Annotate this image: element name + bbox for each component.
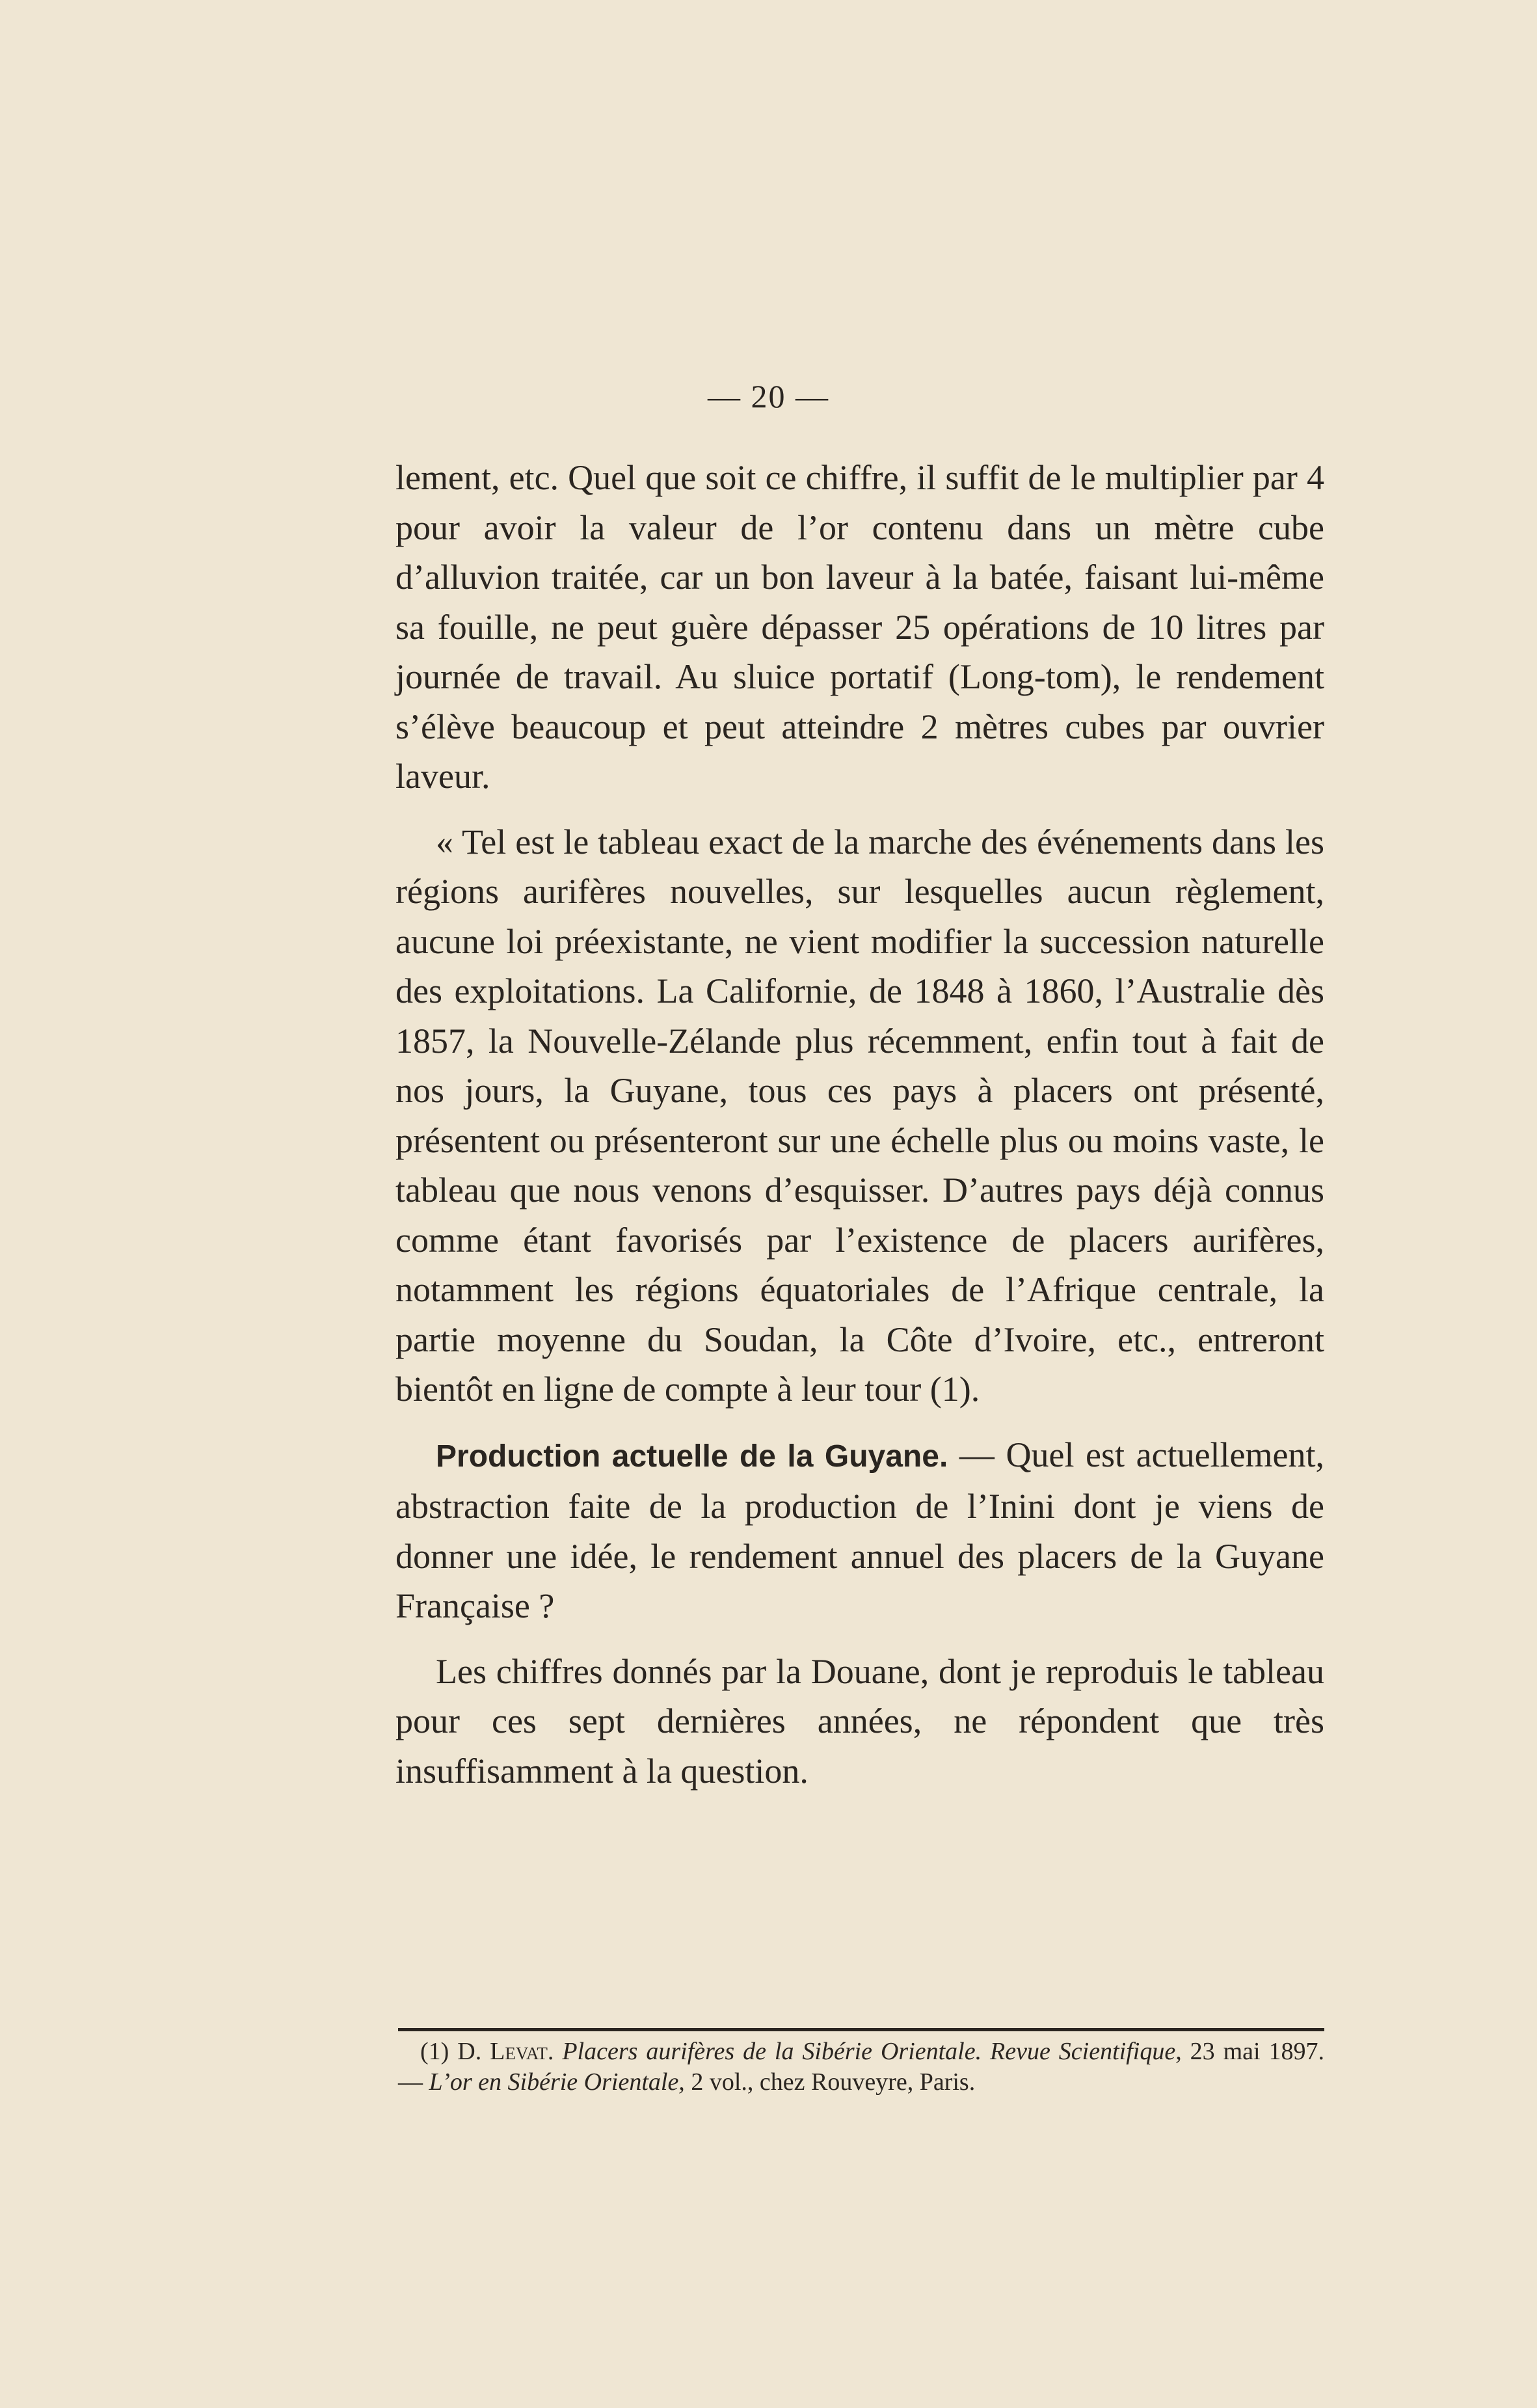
footnote-title-2: L’or en Sibérie Orientale, (429, 2068, 685, 2096)
footnote-sep: . (547, 2038, 563, 2065)
paragraph-4: Les chiffres donnés par la Douane, dont je reproduis le tableau pour ces sept dernières années, ne répondent que très insuffisamment à la question. (395, 1651, 1324, 1791)
paragraph-3-body: — Quel est actuellement, abstraction faite de la production de l’Inini dont je viens de donner une idée, le rendement annuel des placers de la Guyane Française ? (395, 1435, 1325, 1625)
paragraph-1: lement, etc. Quel que soit ce chiffre, il suffit de le multiplier par 4 pour avoir la valeur de l’or contenu dans un mètre cube d’alluvion traitée, car un bon laveur à la batée, faisant lui-même sa fouille, ne peut guère dépasser 25 opérations de 10 litres par journée de travail. Au sluice portatif (Long-tom), le rendement s’élève beaucoup et peut atteindre 2 mètres cubes par ouvrier laveur. (395, 458, 1324, 796)
footnote-rule (398, 2028, 1324, 2031)
footnote-author: Levat (490, 2038, 548, 2065)
footnote (398, 2036, 1324, 2098)
paragraph-2: « Tel est le tableau exact de la marche des événements dans les régions aurifères nouvelles, sur lesquelles aucun règlement, aucune loi préexistante, ne vient modifier la succession naturelle des exploitations. La Californie, de 1848 à 1860, l’Australie dès 1857, la Nouvelle-Zélande plus récemment, enfin tout à fait de nos jours, la Guyane, tous ces pays à placers ont présenté, présentent ou présenteront sur une échelle plus ou moins vaste, le tableau que nous venons d’esquisser. D’autres pays déjà connus comme étant favorisés par l’existence de placers aurifères, notamment les régions équatoriales de l’Afrique centrale, la partie moyenne du Soudan, la Côte d’Ivoire, etc., entreront bientôt en ligne de compte à leur tour (1). (395, 822, 1324, 1409)
body-text (395, 453, 1324, 1796)
paragraph-3 (395, 1430, 1324, 1631)
page-number: — 20 — (708, 378, 829, 414)
footnote-date: 23 mai 1897. — (398, 2038, 1325, 2096)
section-run-in-heading: Production actuelle de la Guyane. (436, 1439, 948, 1474)
footnote-rest: 2 vol., chez Rouveyre, Paris. (684, 2068, 976, 2096)
footnote-marker: (1) D. (420, 2038, 490, 2065)
footnote-title-1: Placers aurifères de la Sibérie Orientale. Revue Scientifique, (562, 2038, 1182, 2065)
